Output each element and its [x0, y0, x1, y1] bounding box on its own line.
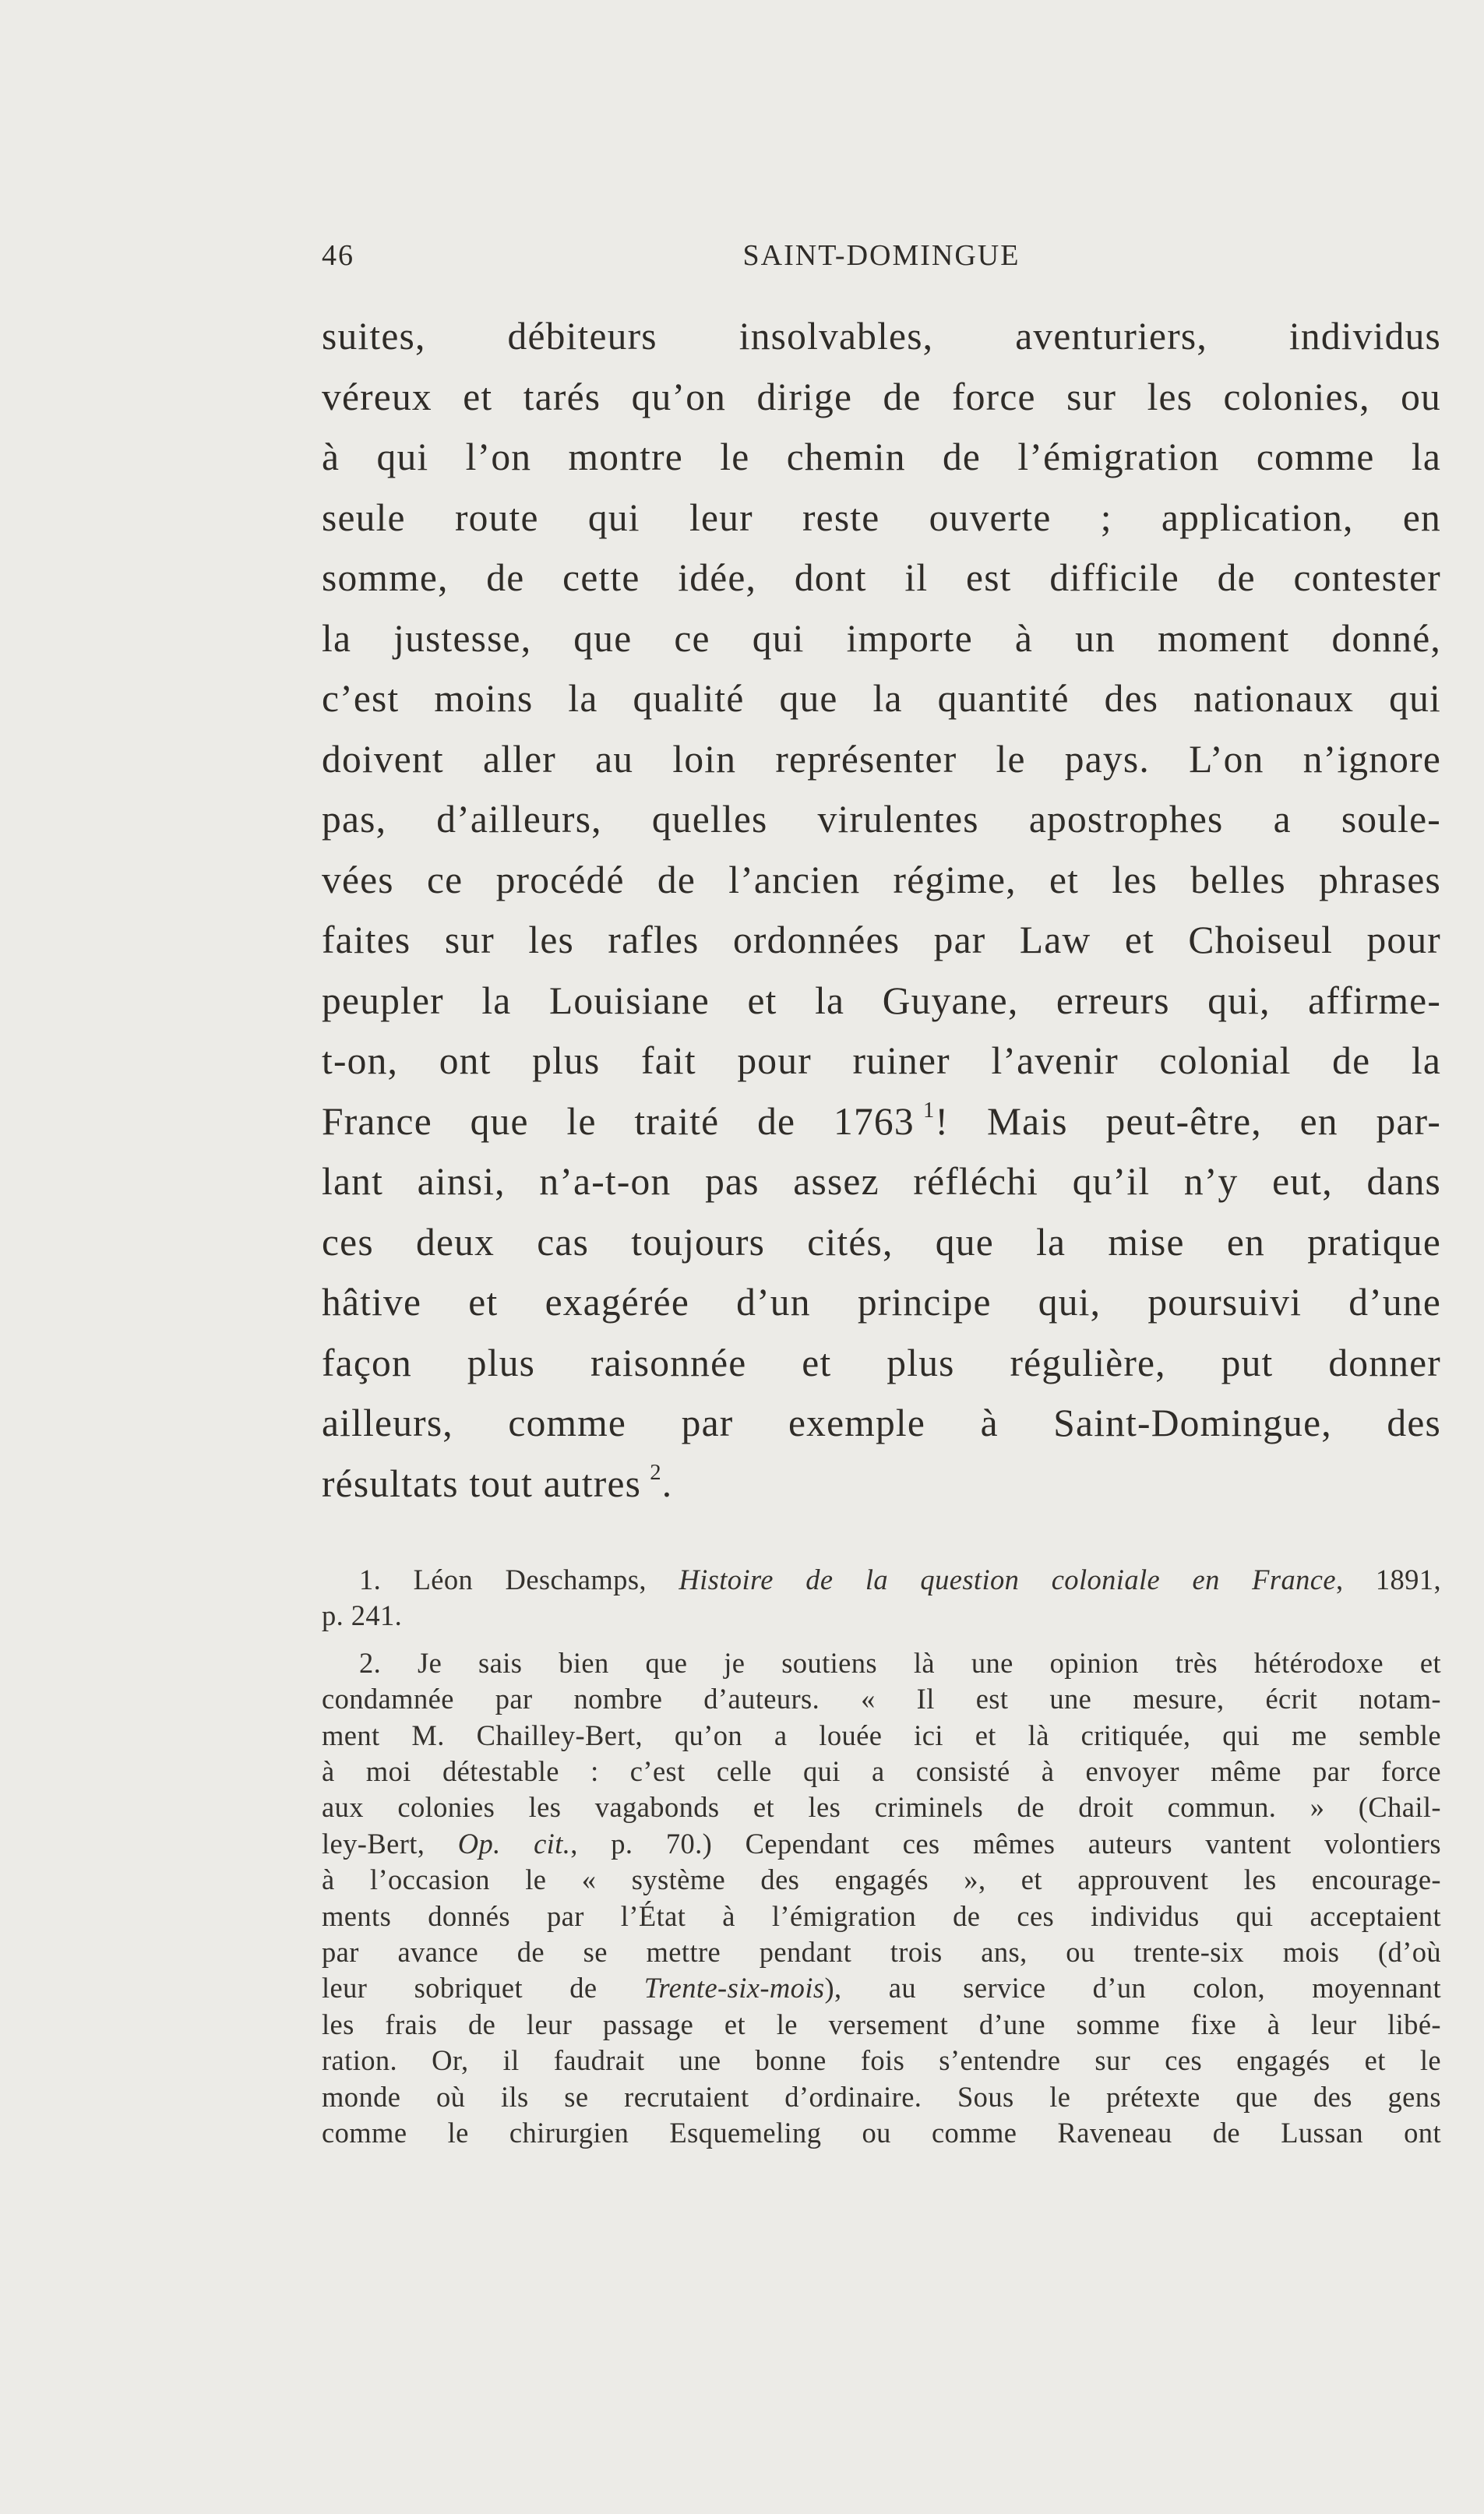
text-line — [322, 1454, 1441, 1514]
footnote-line: comme le chirurgien Esquemeling ou comme Raveneau de Lussan ont — [322, 2117, 1441, 2149]
text-segment: Trente-six-mois — [643, 1972, 825, 2005]
footnote-ref-2[interactable]: 2 — [650, 1459, 662, 1485]
text-line — [322, 1091, 1441, 1152]
main-text — [322, 306, 1441, 1514]
footnote-title: Histoire de la question coloniale en France — [679, 1564, 1336, 1595]
text-segment: leur sobriquet de — [322, 1972, 597, 2005]
text-segment: , p. 70.) Cependant ces mêmes auteurs vantent volontiers — [570, 1827, 1441, 1860]
text-line: ailleurs, comme par exemple à Saint-Domingue, des — [322, 1402, 1441, 1444]
footnote-line: monde où ils se recrutaient d’ordinaire. Sous le prétexte que des gens — [322, 2080, 1441, 2113]
text-line: à qui l’on montre le chemin de l’émigration comme la — [322, 435, 1441, 478]
footnote-line: 2. Je sais bien que je soutiens là une opinion très hétérodoxe et — [359, 1646, 1441, 1679]
footnote-line — [322, 1970, 1441, 2006]
text-line: pas, d’ailleurs, quelles virulentes apostrophes a soule- — [322, 798, 1441, 841]
footnote-1 — [322, 1562, 1441, 1634]
text-line: t-on, ont plus fait pour ruiner l’avenir colonial de la — [322, 1039, 1441, 1082]
text-line: ces deux cas toujours cités, que la mise en pratique — [322, 1220, 1441, 1264]
text-segment: résultats tout autres — [322, 1462, 642, 1505]
text-line: c’est moins la qualité que la quantité des nationaux qui — [322, 677, 1441, 720]
text-line: lant ainsi, n’a-t-on pas assez réfléchi qu’il n’y eut, dans — [322, 1160, 1441, 1203]
footnote-line: les frais de leur passage et le versement d’une somme fixe à leur libé- — [322, 2008, 1441, 2040]
text-line: faites sur les rafles ordonnées par Law et Choiseul pour — [322, 919, 1441, 961]
text-segment: ley-Bert, — [322, 1827, 425, 1860]
running-title: SAINT-DOMINGUE — [742, 239, 1020, 272]
text-line: la justesse, que ce qui importe à un moment donné, — [322, 616, 1441, 660]
text-line: peupler la Louisiane et la Guyane, erreurs qui, affirme- — [322, 978, 1441, 1022]
footnote-line: ments donnés par l’État à l’émigration de ces individus qui acceptaient — [322, 1899, 1441, 1932]
text-segment: France que le traité de 1763 — [322, 1099, 915, 1143]
page-header — [322, 238, 1441, 277]
text-line: vées ce procédé de l’ancien régime, et les belles phrases — [322, 858, 1441, 901]
text-segment: Op. cit. — [457, 1827, 571, 1860]
text-segment: ), au service d’un colon, moyennant — [824, 1972, 1442, 2005]
text-line: somme, de cette idée, dont il est difficile de contester — [322, 556, 1441, 599]
footnote-line: à moi détestable : c’est celle qui a consisté à envoyer même par force — [322, 1755, 1441, 1788]
text-line: suites, débiteurs insolvables, aventuriers, individus — [322, 315, 1441, 358]
footnote-author: Léon Deschamps, — [413, 1564, 647, 1595]
footnote-line — [322, 1826, 1441, 1862]
footnote-ref-1[interactable]: 1 — [922, 1097, 936, 1123]
text-line: hâtive et exagérée d’un principe qui, poursuivi d’une — [322, 1281, 1441, 1324]
footnote-line: p. 241. — [322, 1599, 403, 1632]
footnote-line: ration. Or, il faudrait une bonne fois s’entendre sur ces engagés et le — [322, 2044, 1441, 2077]
footnote-line: aux colonies les vagabonds et les criminels de droit commun. » (Chail- — [322, 1791, 1441, 1824]
text-segment: ! Mais peut-être, en par- — [935, 1099, 1442, 1143]
text-segment: . — [661, 1462, 673, 1505]
text-line: véreux et tarés qu’on dirige de force sur les colonies, ou — [322, 375, 1441, 418]
footnote-line — [322, 1562, 1441, 1598]
text-line: façon plus raisonnée et plus régulière, put donner — [322, 1341, 1441, 1384]
text-segment: , 1891, — [1335, 1564, 1441, 1595]
footnotes — [322, 1562, 1441, 2152]
footnote-number: 1. — [359, 1564, 382, 1595]
text-line: doivent aller au loin représenter le pays. L’on n’ignore — [322, 737, 1441, 781]
footnote-line: à l’occasion le « système des engagés », et approuvent les encourage- — [322, 1863, 1441, 1896]
footnote-line: condamnée par nombre d’auteurs. « Il est une mesure, écrit notam- — [322, 1683, 1441, 1715]
footnote-line: par avance de se mettre pendant trois ans, ou trente-six mois (d’où — [322, 1936, 1441, 1969]
text-line: seule route qui leur reste ouverte ; application, en — [322, 495, 1441, 539]
footnote-2 — [322, 1645, 1441, 2152]
page-number: 46 — [322, 239, 354, 272]
footnote-line: ment M. Chailley-Bert, qu’on a louée ici et là critiquée, qui me semble — [322, 1719, 1441, 1751]
